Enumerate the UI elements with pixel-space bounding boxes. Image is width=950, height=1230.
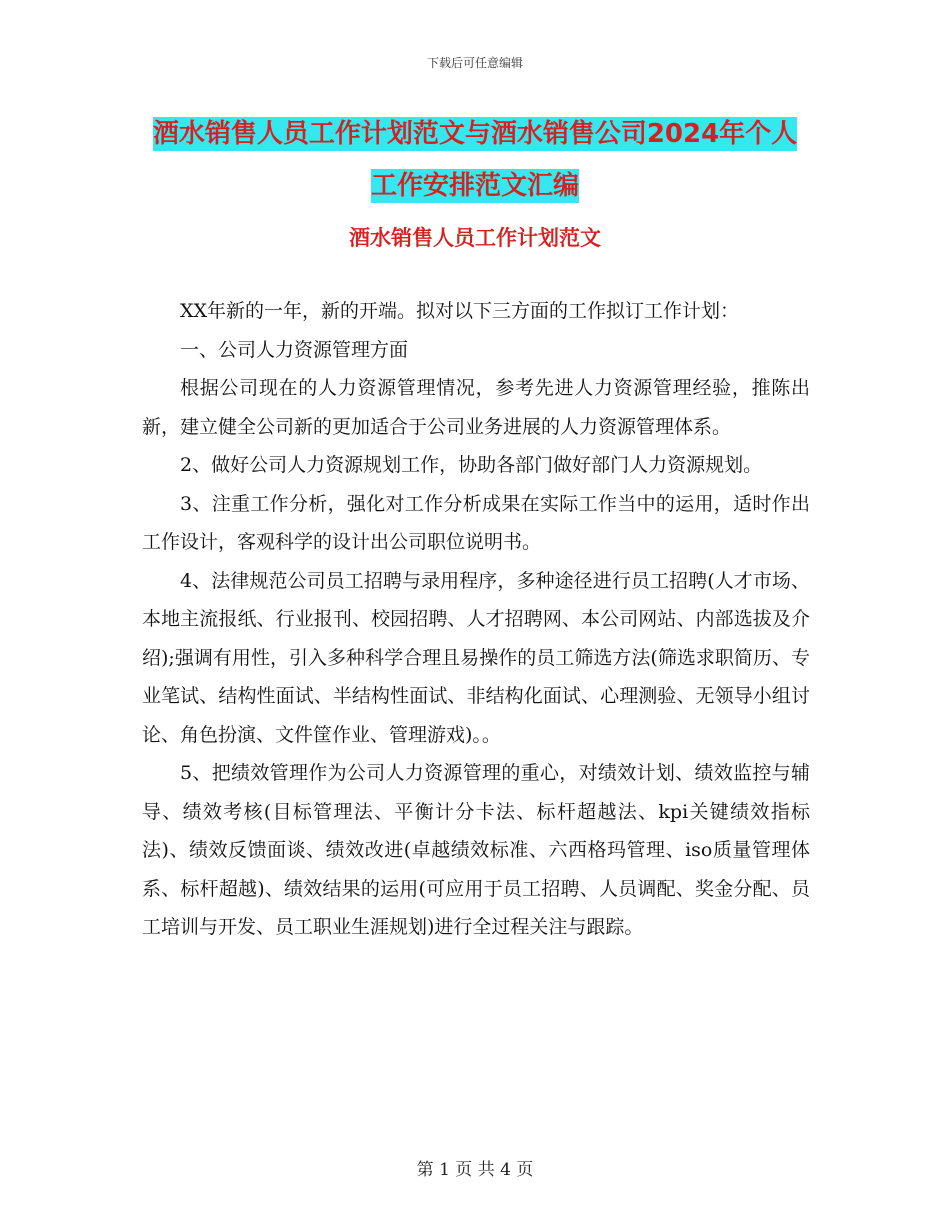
document-title-text: 酒水销售人员工作计划范文与酒水销售公司2024年个人工作安排范文汇编 [152,119,798,201]
document-body [142,292,810,947]
page-number-footer: 第 1 页 共 4 页 [416,1160,534,1180]
section-title: 酒水销售人员工作计划范文 [349,226,601,250]
paragraph: 2、做好公司人力资源规划工作，协助各部门做好部门人力资源规划。 [180,454,763,476]
paragraph: XX年新的一年，新的开端。拟对以下三方面的工作拟订工作计划： [180,300,740,322]
document-title [150,108,800,212]
paragraph: 3、注重工作分析，强化对工作分析成果在实际工作当中的运用，适时作出工作设计，客观科学的设计出公司职位说明书。 [142,492,810,553]
paragraph: 4、法律规范公司员工招聘与录用程序，多种途径进行员工招聘(人才市场、本地主流报纸、行业报刊、校园招聘、人才招聘网、本公司网站、内部选拔及介绍);强调有用性，引入多种科学合理且易操作的员工筛选方法(筛选求职简历、专业笔试、结构性面试、半结构性面试、非结构化面试、心理测验、无领导小组讨论、角色扮演、文件筐作业、管理游戏)。。 [142,569,810,746]
page-header-note: 下载后可任意编辑 [426,56,523,70]
paragraph: 5、把绩效管理作为公司人力资源管理的重心，对绩效计划、绩效监控与辅导、绩效考核(目标管理法、平衡计分卡法、标杆超越法、kpi关键绩效指标法)、绩效反馈面谈、绩效改进(卓越绩效标准、六西格玛管理、iso质量管理体系、标杆超越)、绩效结果的运用(可应用于员工招聘、人员调配、奖金分配、员工培训与开发、员工职业生涯规划)进行全过程关注与跟踪。 [142,762,810,938]
paragraph: 根据公司现在的人力资源管理情况，参考先进人力资源管理经验，推陈出新，建立健全公司新的更加适合于公司业务进展的人力资源管理体系。 [142,377,810,438]
paragraph: 一、公司人力资源管理方面 [180,338,409,361]
